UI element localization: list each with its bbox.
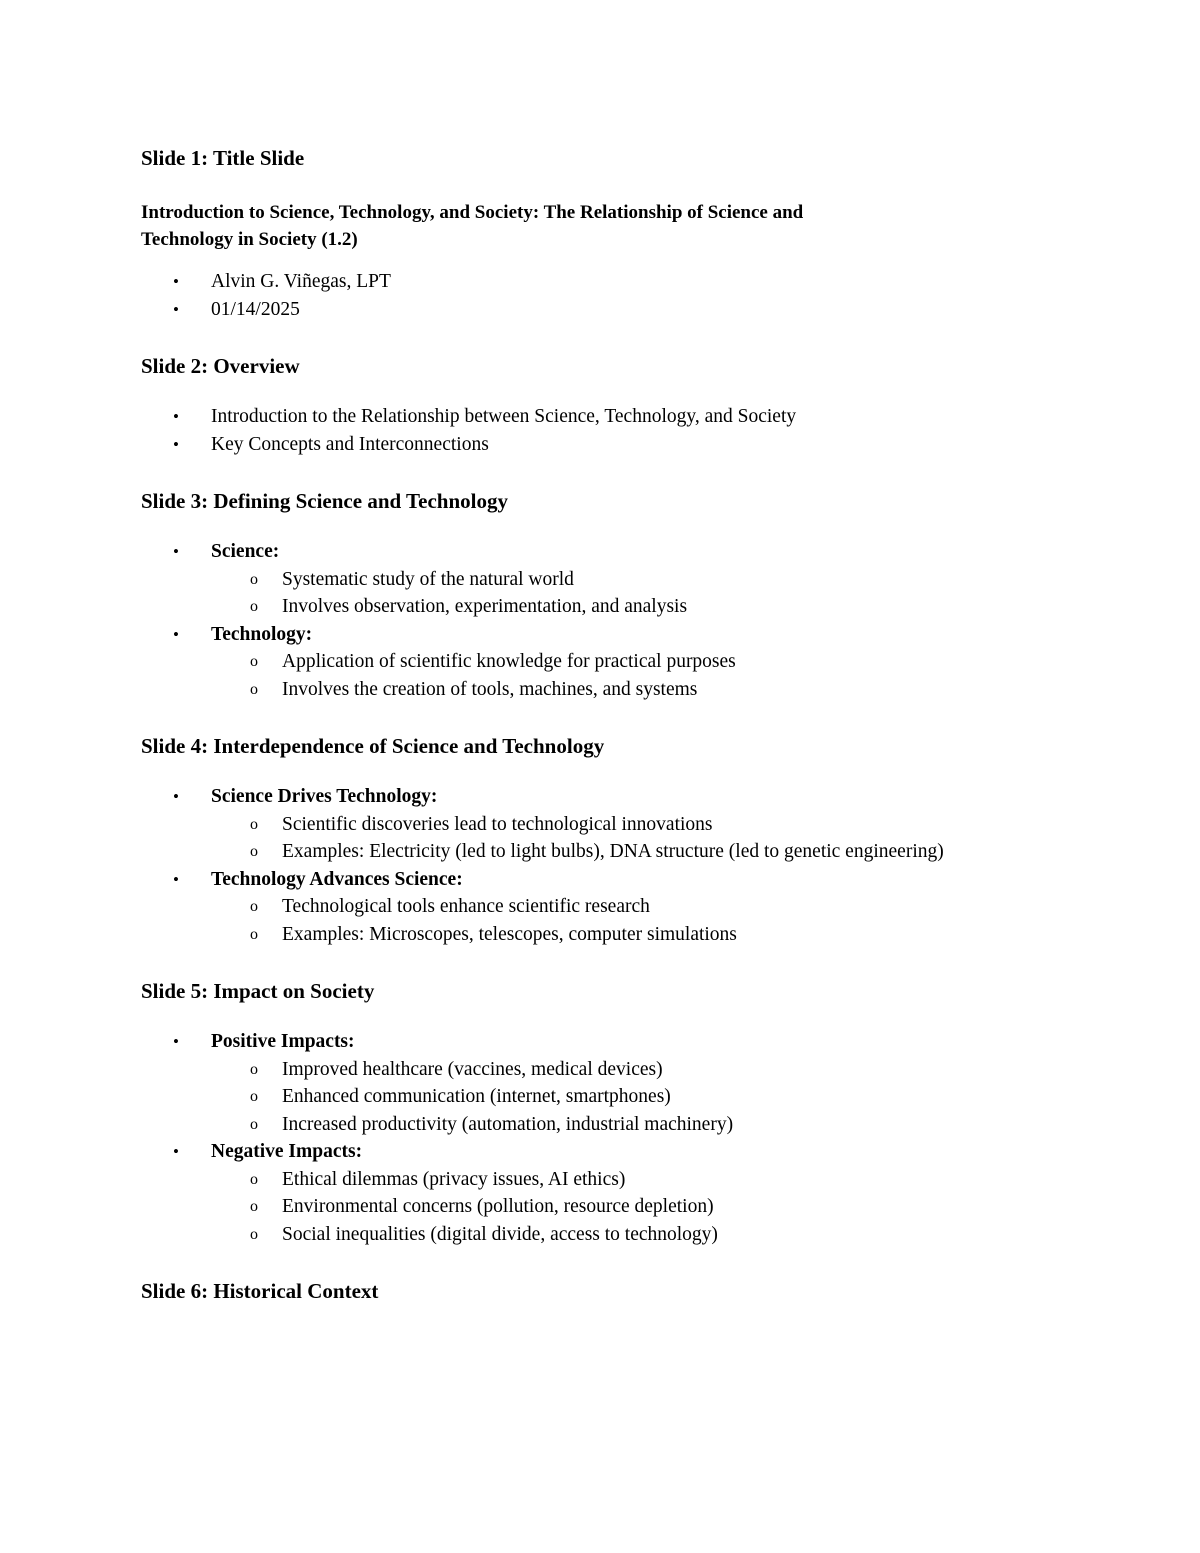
slide-3-heading: Slide 3: Defining Science and Technology bbox=[141, 489, 508, 513]
bullet-icon: • bbox=[173, 1142, 179, 1161]
group-label: Science: bbox=[211, 541, 280, 562]
sub-bullet-icon: o bbox=[250, 925, 258, 943]
sub-bullet-icon: o bbox=[250, 680, 258, 698]
slide-2-heading: Slide 2: Overview bbox=[141, 354, 300, 378]
sub-item-text: Examples: Electricity (led to light bulbs), DNA structure (led to genetic engineering) bbox=[282, 841, 944, 862]
sub-bullet-icon: o bbox=[250, 1088, 258, 1105]
sub-bullet-icon: o bbox=[250, 843, 258, 860]
sub-list-item bbox=[141, 648, 1041, 676]
sub-list-item bbox=[141, 838, 1041, 866]
slide-1-title-line-1: Introduction to Science, Technology, and Society: The Relationship of Science and bbox=[141, 202, 804, 223]
sub-item-text: Involves the creation of tools, machines, and systems bbox=[282, 678, 698, 700]
slide-4-section bbox=[141, 731, 1041, 948]
bullet-icon: • bbox=[173, 624, 179, 644]
sub-item-text: Scientific discoveries lead to technological innovations bbox=[282, 813, 713, 835]
slide-5-heading: Slide 5: Impact on Society bbox=[141, 979, 375, 1003]
group-label: Positive Impacts: bbox=[211, 1031, 355, 1052]
sub-bullet-icon: o bbox=[250, 1198, 258, 1215]
list-item bbox=[141, 538, 1041, 621]
list-item-text: Introduction to the Relationship between Science, Technology, and Society bbox=[211, 406, 797, 427]
sub-bullet-icon: o bbox=[250, 1060, 258, 1078]
list-item bbox=[141, 783, 1041, 866]
slide-2-section bbox=[141, 351, 1041, 458]
sub-list-item bbox=[141, 1111, 1041, 1139]
slide-3-section bbox=[141, 486, 1041, 703]
group-label: Technology: bbox=[211, 623, 313, 645]
slide-4-heading: Slide 4: Interdependence of Science and Technology bbox=[141, 734, 605, 758]
sub-list-item bbox=[141, 1221, 1041, 1249]
slide-5-list bbox=[141, 1028, 1041, 1248]
sub-item-text: Increased productivity (automation, industrial machinery) bbox=[282, 1113, 734, 1135]
sub-list-item bbox=[141, 1083, 1041, 1111]
sub-list-item bbox=[141, 1193, 1041, 1221]
bullet-icon: • bbox=[173, 272, 179, 291]
list-item-text: Key Concepts and Interconnections bbox=[211, 433, 489, 455]
slide-6-section bbox=[141, 1276, 1041, 1306]
sub-bullet-icon: o bbox=[250, 1170, 258, 1188]
bullet-icon: • bbox=[173, 542, 179, 561]
author-name: Alvin G. Viñegas, LPT bbox=[211, 271, 391, 292]
sub-list bbox=[211, 566, 1041, 621]
list-item bbox=[141, 1138, 1041, 1248]
slide-2-list bbox=[141, 403, 1041, 458]
sub-bullet-icon: o bbox=[250, 898, 258, 915]
sub-list bbox=[211, 648, 1041, 703]
sub-list-item bbox=[141, 1056, 1041, 1084]
sub-bullet-icon: o bbox=[250, 815, 258, 833]
sub-list-item bbox=[141, 921, 1041, 949]
presentation-date: 01/14/2025 bbox=[211, 298, 300, 320]
sub-item-text: Technological tools enhance scientific research bbox=[282, 896, 650, 917]
sub-list bbox=[211, 1166, 1041, 1249]
sub-item-text: Enhanced communication (internet, smartphones) bbox=[282, 1086, 671, 1107]
group-label: Science Drives Technology: bbox=[211, 786, 438, 807]
bullet-icon: • bbox=[173, 299, 179, 319]
slide-4-list bbox=[141, 783, 1041, 948]
sub-list-item bbox=[141, 811, 1041, 839]
slide-3-list bbox=[141, 538, 1041, 703]
bullet-icon: • bbox=[173, 869, 179, 889]
sub-bullet-icon: o bbox=[250, 570, 258, 588]
group-label: Negative Impacts: bbox=[211, 1141, 363, 1162]
sub-bullet-icon: o bbox=[250, 653, 258, 670]
list-item bbox=[141, 268, 1041, 296]
list-item bbox=[141, 431, 1041, 459]
list-item bbox=[141, 866, 1041, 949]
sub-list-item bbox=[141, 593, 1041, 621]
sub-item-text: Examples: Microscopes, telescopes, computer simulations bbox=[282, 923, 737, 945]
slide-6-heading: Slide 6: Historical Context bbox=[141, 1279, 379, 1303]
slide-5-section bbox=[141, 976, 1041, 1248]
sub-list bbox=[211, 1056, 1041, 1139]
sub-list-item bbox=[141, 566, 1041, 594]
sub-item-text: Systematic study of the natural world bbox=[282, 568, 574, 590]
list-item bbox=[141, 403, 1041, 431]
list-item bbox=[141, 296, 1041, 324]
sub-item-text: Improved healthcare (vaccines, medical devices) bbox=[282, 1058, 663, 1080]
slide-1-list bbox=[141, 268, 1041, 323]
bullet-icon: • bbox=[173, 407, 179, 426]
list-item bbox=[141, 1028, 1041, 1138]
bullet-icon: • bbox=[173, 434, 179, 454]
sub-item-text: Involves observation, experimentation, and analysis bbox=[282, 596, 688, 617]
slide-1-heading: Slide 1: Title Slide bbox=[141, 146, 305, 170]
sub-list-item bbox=[141, 1166, 1041, 1194]
group-label: Technology Advances Science: bbox=[211, 868, 463, 890]
bullet-icon: • bbox=[173, 787, 179, 806]
sub-list-item bbox=[141, 676, 1041, 704]
sub-item-text: Environmental concerns (pollution, resource depletion) bbox=[282, 1196, 714, 1217]
sub-list-item bbox=[141, 893, 1041, 921]
sub-bullet-icon: o bbox=[250, 1225, 258, 1243]
sub-list bbox=[211, 893, 1041, 948]
sub-list bbox=[211, 811, 1041, 866]
sub-item-text: Ethical dilemmas (privacy issues, AI ethics) bbox=[282, 1168, 626, 1190]
slide-1-title bbox=[141, 199, 1041, 253]
bullet-icon: • bbox=[173, 1032, 179, 1051]
slide-1-title-line-2: Technology in Society (1.2) bbox=[141, 229, 358, 250]
slide-1-section bbox=[141, 143, 1041, 323]
document-page bbox=[141, 143, 1041, 1328]
sub-item-text: Application of scientific knowledge for practical purposes bbox=[282, 651, 736, 672]
sub-bullet-icon: o bbox=[250, 598, 258, 615]
sub-item-text: Social inequalities (digital divide, access to technology) bbox=[282, 1223, 718, 1245]
list-item bbox=[141, 621, 1041, 704]
sub-bullet-icon: o bbox=[250, 1115, 258, 1133]
